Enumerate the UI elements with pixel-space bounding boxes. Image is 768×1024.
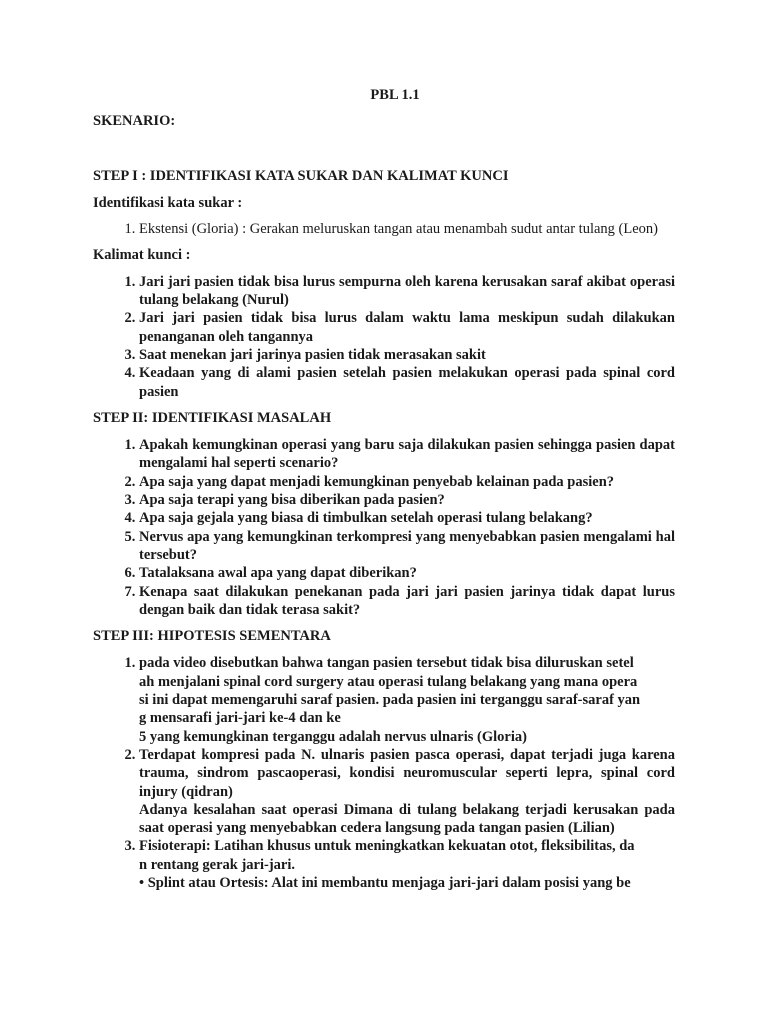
document-title: PBL 1.1 — [370, 87, 420, 103]
text-line: 5 yang kemungkinan terganggu adalah nervus ulnaris (Gloria) — [139, 728, 527, 745]
list-item — [139, 837, 675, 892]
list-item: 4. Apa saja gejala yang biasa di timbulkan setelah operasi tulang belakang? — [139, 509, 675, 527]
text-line: si ini dapat memengaruhi saraf pasien. pada pasien ini terganggu saraf-saraf yan — [139, 692, 641, 709]
list-item: 4. Keadaan yang di alami pasien setelah pasien melakukan operasi pada spinal cord pasien — [139, 364, 675, 401]
step1-heading: STEP I : IDENTIFIKASI KATA SUKAR DAN KALIMAT KUNCI — [93, 167, 509, 184]
list-item: 3. Apa saja terapi yang bisa diberikan pada pasien? — [139, 491, 675, 509]
step3-heading: STEP III: HIPOTESIS SEMENTARA — [93, 628, 331, 645]
list-item: 3. Saat menekan jari jarinya pasien tidak merasakan sakit — [139, 346, 675, 364]
identifikasi-list — [93, 220, 675, 238]
hipotesis-1-text — [139, 654, 675, 745]
text-line: g mensarafi jari-jari ke-4 dan ke — [139, 710, 341, 727]
text-line: 1. pada video disebutkan bahwa tangan pasien tersebut tidak bisa diluruskan setel — [139, 655, 634, 672]
list-item: 7. Kenapa saat dilakukan penekanan pada jari jari pasien jarinya tidak dapat lurus dengan baik dan tidak terasa sakit? — [139, 583, 675, 620]
list-item: 1. Apakah kemungkinan operasi yang baru saja dilakukan pasien sehingga pasien dapat mengalami hal seperti scenario? — [139, 436, 675, 473]
skenario-heading: SKENARIO: — [93, 113, 176, 130]
hipotesis-list — [93, 654, 675, 892]
hipotesis-2-para-1: 2. Terdapat kompresi pada N. ulnaris pasien pasca operasi, dapat terjadi juga karena trauma, sindrom pascaoperasi, kondisi neuromuscular seperti lepra, spinal cord injury (qidran) — [139, 746, 675, 800]
list-item — [139, 746, 675, 837]
identifikasi-subheading: Identifikasi kata sukar : — [93, 194, 243, 211]
list-item: 2. Jari jari pasien tidak bisa lurus dalam waktu lama meskipun sudah dilakukan penanganan oleh tangannya — [139, 309, 675, 346]
masalah-list — [93, 436, 675, 619]
list-item — [139, 654, 675, 745]
text-line: n rentang gerak jari-jari. — [139, 856, 295, 873]
list-item: 6. Tatalaksana awal apa yang dapat diberikan? — [139, 564, 675, 582]
document-page — [93, 86, 675, 900]
text-line: 3. Fisioterapi: Latihan khusus untuk meningkatkan kekuatan otot, fleksibilitas, da — [139, 838, 635, 855]
kalimat-list — [93, 273, 675, 401]
text-line: ah menjalani spinal cord surgery atau operasi tulang belakang yang mana opera — [139, 673, 638, 690]
hipotesis-3-text — [139, 837, 675, 892]
list-item: 5. Nervus apa yang kemungkinan terkompresi yang menyebabkan pasien mengalami hal tersebut? — [139, 528, 675, 565]
kalimat-subheading: Kalimat kunci : — [93, 247, 191, 264]
step2-heading: STEP II: IDENTIFIKASI MASALAH — [93, 409, 332, 426]
list-item: 2. Apa saja yang dapat menjadi kemungkinan penyebab kelainan pada pasien? — [139, 473, 675, 491]
list-item: 1. Ekstensi (Gloria) : Gerakan meluruskan tangan atau menambah sudut antar tulang (Leon) — [139, 220, 675, 238]
list-item: 1. Jari jari pasien tidak bisa lurus sempurna oleh karena kerusakan saraf akibat operasi tulang belakang (Nurul) — [139, 273, 675, 310]
text-line: • Splint atau Ortesis: Alat ini membantu menjaga jari-jari dalam posisi yang be — [139, 874, 631, 891]
hipotesis-2-para-2: Adanya kesalahan saat operasi Dimana di tulang belakang terjadi kerusakan pada saat operasi yang menyebabkan cedera langsung pada tangan pasien (Lilian) — [139, 801, 675, 837]
